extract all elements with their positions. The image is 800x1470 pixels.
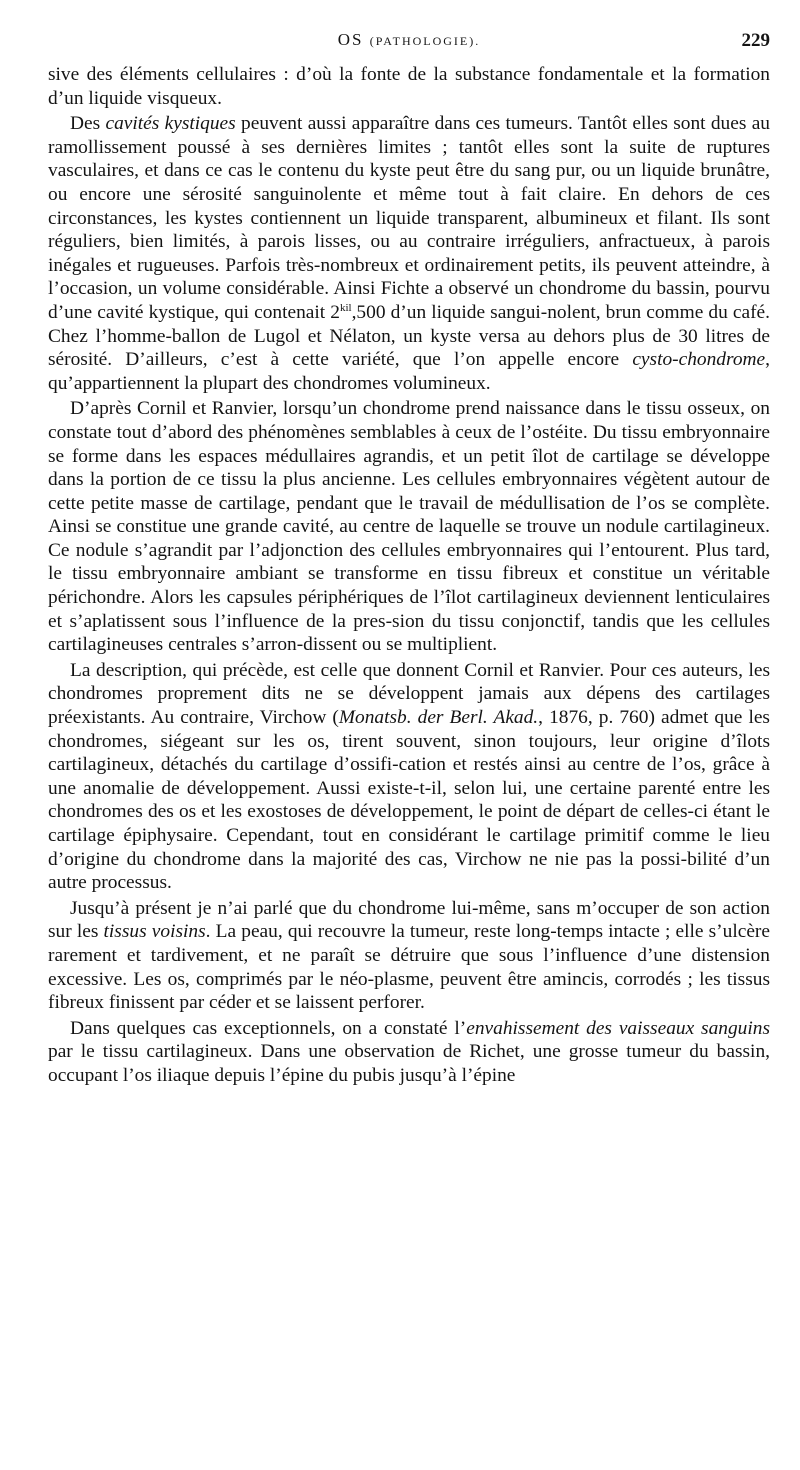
text-run: , qu’appartiennent la plupart des chondromes volumineux. (48, 349, 770, 394)
italic-text: cysto-chondrome (632, 349, 766, 371)
text-run: Dans quelques cas exceptionnels, on a constaté l’ (70, 1017, 467, 1039)
text-run: La description, qui précède, est celle que donnent Cornil et Ranvier. Pour ces auteurs, les chondromes proprement dits ne se développent jamais aux dépens des cartilages préexistants. Au contraire, Virchow ( (48, 659, 770, 729)
paragraph-6 (48, 1017, 770, 1088)
superscript-text: kil (339, 301, 352, 314)
text-run: sive des éléments cellulaires : d’où la fonte de la substance fondamentale et la formation d’un liquide visqueux. (48, 64, 770, 109)
italic-text: tissus voisins (103, 921, 206, 943)
body-text (48, 63, 770, 1088)
italic-text: Monatsb. der Berl. Akad. (338, 707, 539, 729)
paragraph-2 (48, 112, 770, 395)
text-run: , 1876, p. 760) admet que les chondromes, siégeant sur les os, tirent souvent, sinon toujours, leur origine d’îlots cartilagineux, détachés du cartilage d’ossifi-cation et restés ainsi au centre de l’os, grâce à une anomalie de développement. Aussi existe-t-il, selon lui, une certaine parenté entre les chondromes des os et les exostoses de développement, le point de départ de celles-ci étant le cartilage épiphysaire. Cependant, tout en considérant le cartilage primitif comme le lieu d’origine du chondrome dans la majorité des cas, Virchow ne nie pas la possi-bilité d’un autre processus. (48, 707, 770, 894)
text-run: Jusqu’à présent je n’ai parlé que du chondrome lui-même, sans m’occuper de son action sur les (48, 897, 770, 943)
text-run: D’après Cornil et Ranvier, lorsqu’un chondrome prend naissance dans le tissu osseux, on constate tout d’abord des phénomènes semblables à ceux de l’ostéite. Du tissu embryonnaire se forme dans les espaces médullaires agrandis, et un petit îlot de cartilage se développe dans la portion de ce tissu la plus ancienne. Les cellules embryonnaires végètent autour de cette petite masse de cartilage, pendant que le travail de médullisation de l’os se complète. Ainsi se constitue une grande cavité, au centre de laquelle se trouve un nodule cartilagineux. Ce nodule s’agrandit par l’adjonction des cellules embryonnaires qui l’entourent. Plus tard, le tissu embryonnaire ambiant se transforme en tissu fibreux et constitue un véritable périchondre. Alors les capsules périphériques de l’îlot cartilagineux deviennent lenticulaires et s’aplatissent sous l’influence de la pres-sion du tissu conjonctif, tandis que les cellules cartilagineuses centrales s’arron-dissent ou se multiplient. (48, 398, 770, 656)
italic-text: envahissement des vaisseaux sanguins (466, 1017, 770, 1039)
running-head-title (48, 30, 770, 50)
paragraph-3 (48, 397, 770, 657)
running-head (48, 30, 770, 54)
text-run: . La peau, qui recouvre la tumeur, reste long-temps intacte ; elle s’ulcère rarement et tardivement, et ne paraît se détruire que sous l’influence d’une distension excessive. Les os, comprimés par le néo-plasme, peuvent être amincis, corrodés ; les tissus fibreux finissent par céder et se laissent perforer. (48, 921, 770, 1014)
text-run: par le tissu cartilagineux. Dans une observation de Richet, une grosse tumeur du bassin, occupant l’os iliaque depuis l’épine du pubis jusqu’à l’épine (48, 1041, 770, 1086)
italic-text: cavités kystiques (105, 113, 236, 135)
text-run: Des (70, 113, 106, 135)
text-run: ,500 d’un liquide sangui-nolent, brun comme du café. Chez l’homme-ballon de Lugol et Nélaton, un kyste versa au dehors plus de 30 litres de sérosité. D’ailleurs, c’est à cette variété, que l’on appelle encore (48, 301, 771, 371)
running-head-title-main: OS (337, 30, 364, 49)
text-run: peuvent aussi apparaître dans ces tumeurs. Tantôt elles sont dues au ramollissement poussé à ses dernières limites ; tantôt elles sont la suite de ruptures vasculaires, et dans ce cas le contenu du kyste peut être du sang pur, ou un liquide brunâtre, ou encore une sérosité sanguinolente et même tout à fait claire. En dehors de ces circonstances, les kystes contiennent un liquide transparent, albumineux et filant. Ils sont réguliers, bien limités, à parois lisses, ou au contraire irréguliers, anfractueux, à parois inégales et rugueuses. Parfois très-nombreux et ordinairement petits, ils peuvent atteindre, à l’occasion, un volume considérable. Ainsi Fichte a observé un chondrome du bassin, pourvu d’une cavité kystique, qui contenait 2 (48, 113, 770, 323)
running-head-title-sub: (PATHOLOGIE). (369, 34, 481, 48)
paragraph-1 (48, 63, 770, 110)
page-number: 229 (741, 30, 770, 51)
paragraph-4 (48, 659, 770, 895)
paragraph-5 (48, 897, 770, 1015)
